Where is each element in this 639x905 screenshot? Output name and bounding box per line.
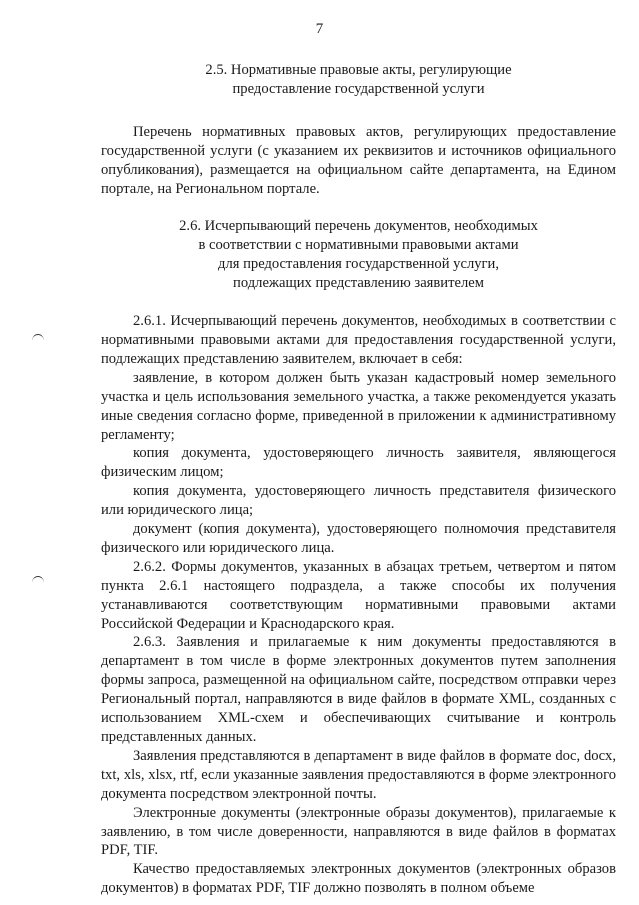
heading-line: 2.6. Исчерпывающий перечень документов, необходимых [179, 218, 538, 235]
list-item-applicant-id: копия документа, удостоверяющего личность заявителя, являющегося физическим лицом; [101, 445, 616, 481]
document-body [101, 61, 616, 898]
margin-bracket-mark [32, 334, 44, 341]
heading-line: в соответствии с нормативными правовыми актами [198, 237, 519, 254]
paragraph: Перечень нормативных правовых актов, регулирующих предоставление государственной услуги (с указанием их реквизитов и источников официального опубликования), размещается на официальном сайте департамента, на Едином портале, на Региональном портале. [101, 123, 616, 197]
section-heading-2-5 [101, 61, 616, 99]
paragraph-electronic-documents: Электронные документы (электронные образы документов), прилагаемые к заявлению, в том числе доверенности, направляются в виде файлов в форматах PDF, TIF. [101, 804, 616, 859]
heading-line: предоставление государственной услуги [232, 80, 485, 97]
heading-line: подлежащих представлению заявителем [233, 275, 484, 292]
paragraph-file-formats: Заявления представляются в департамент в виде файлов в формате doc, docx, txt, xls, xlsx, rtf, если указанные заявления предоставляются в форме электронного документа посредством электронной почты. [101, 747, 616, 802]
heading-line: для предоставления государственной услуги, [218, 256, 499, 273]
list-item-representative-id: копия документа, удостоверяющего личность представителя физического или юридического лица; [101, 483, 616, 519]
list-item-authority-document: документ (копия документа), удостоверяющего полномочия представителя физического или юридического лица. [101, 521, 616, 556]
paragraph-2-6-3: 2.6.3. Заявления и прилагаемые к ним документы предоставляются в департамент в том числе в форме электронных документов путем заполнения формы запроса, размещенной на официальном сайте, посредством отправки через Региональный портал, направляются в виде файлов в формате XML, созданных с использованием XML-схем и обеспечивающих считывание и контроль представленных данных. [101, 634, 616, 745]
section-heading-2-6 [101, 217, 616, 293]
list-item-application: заявление, в котором должен быть указан кадастровый номер земельного участка и цель использования земельного участка, а также рекомендуется указать иные сведения согласно форме, приведенной в приложении к административному регламенту; [101, 369, 616, 443]
paragraph-2-6-2: 2.6.2. Формы документов, указанных в абзацах третьем, четвертом и пятом пункта 2.6.1 настоящего подраздела, а также способы их получения устанавливаются соответствующим нормативными правовыми актами Российской Федерации и Краснодарского края. [101, 558, 616, 632]
margin-bracket-mark [32, 576, 44, 583]
paragraph-quality: Качество предоставляемых электронных документов (электронных образов документов) в форматах PDF, TIF должно позволять в полном объеме [101, 861, 616, 897]
heading-line: 2.5. Нормативные правовые акты, регулирующие [205, 62, 512, 78]
paragraph-2-6-1: 2.6.1. Исчерпывающий перечень документов, необходимых в соответствии с нормативными правовыми актами для предоставления государственной услуги, подлежащих представлению заявителем, включает в себя: [101, 313, 616, 367]
page-number: 7 [315, 21, 324, 37]
